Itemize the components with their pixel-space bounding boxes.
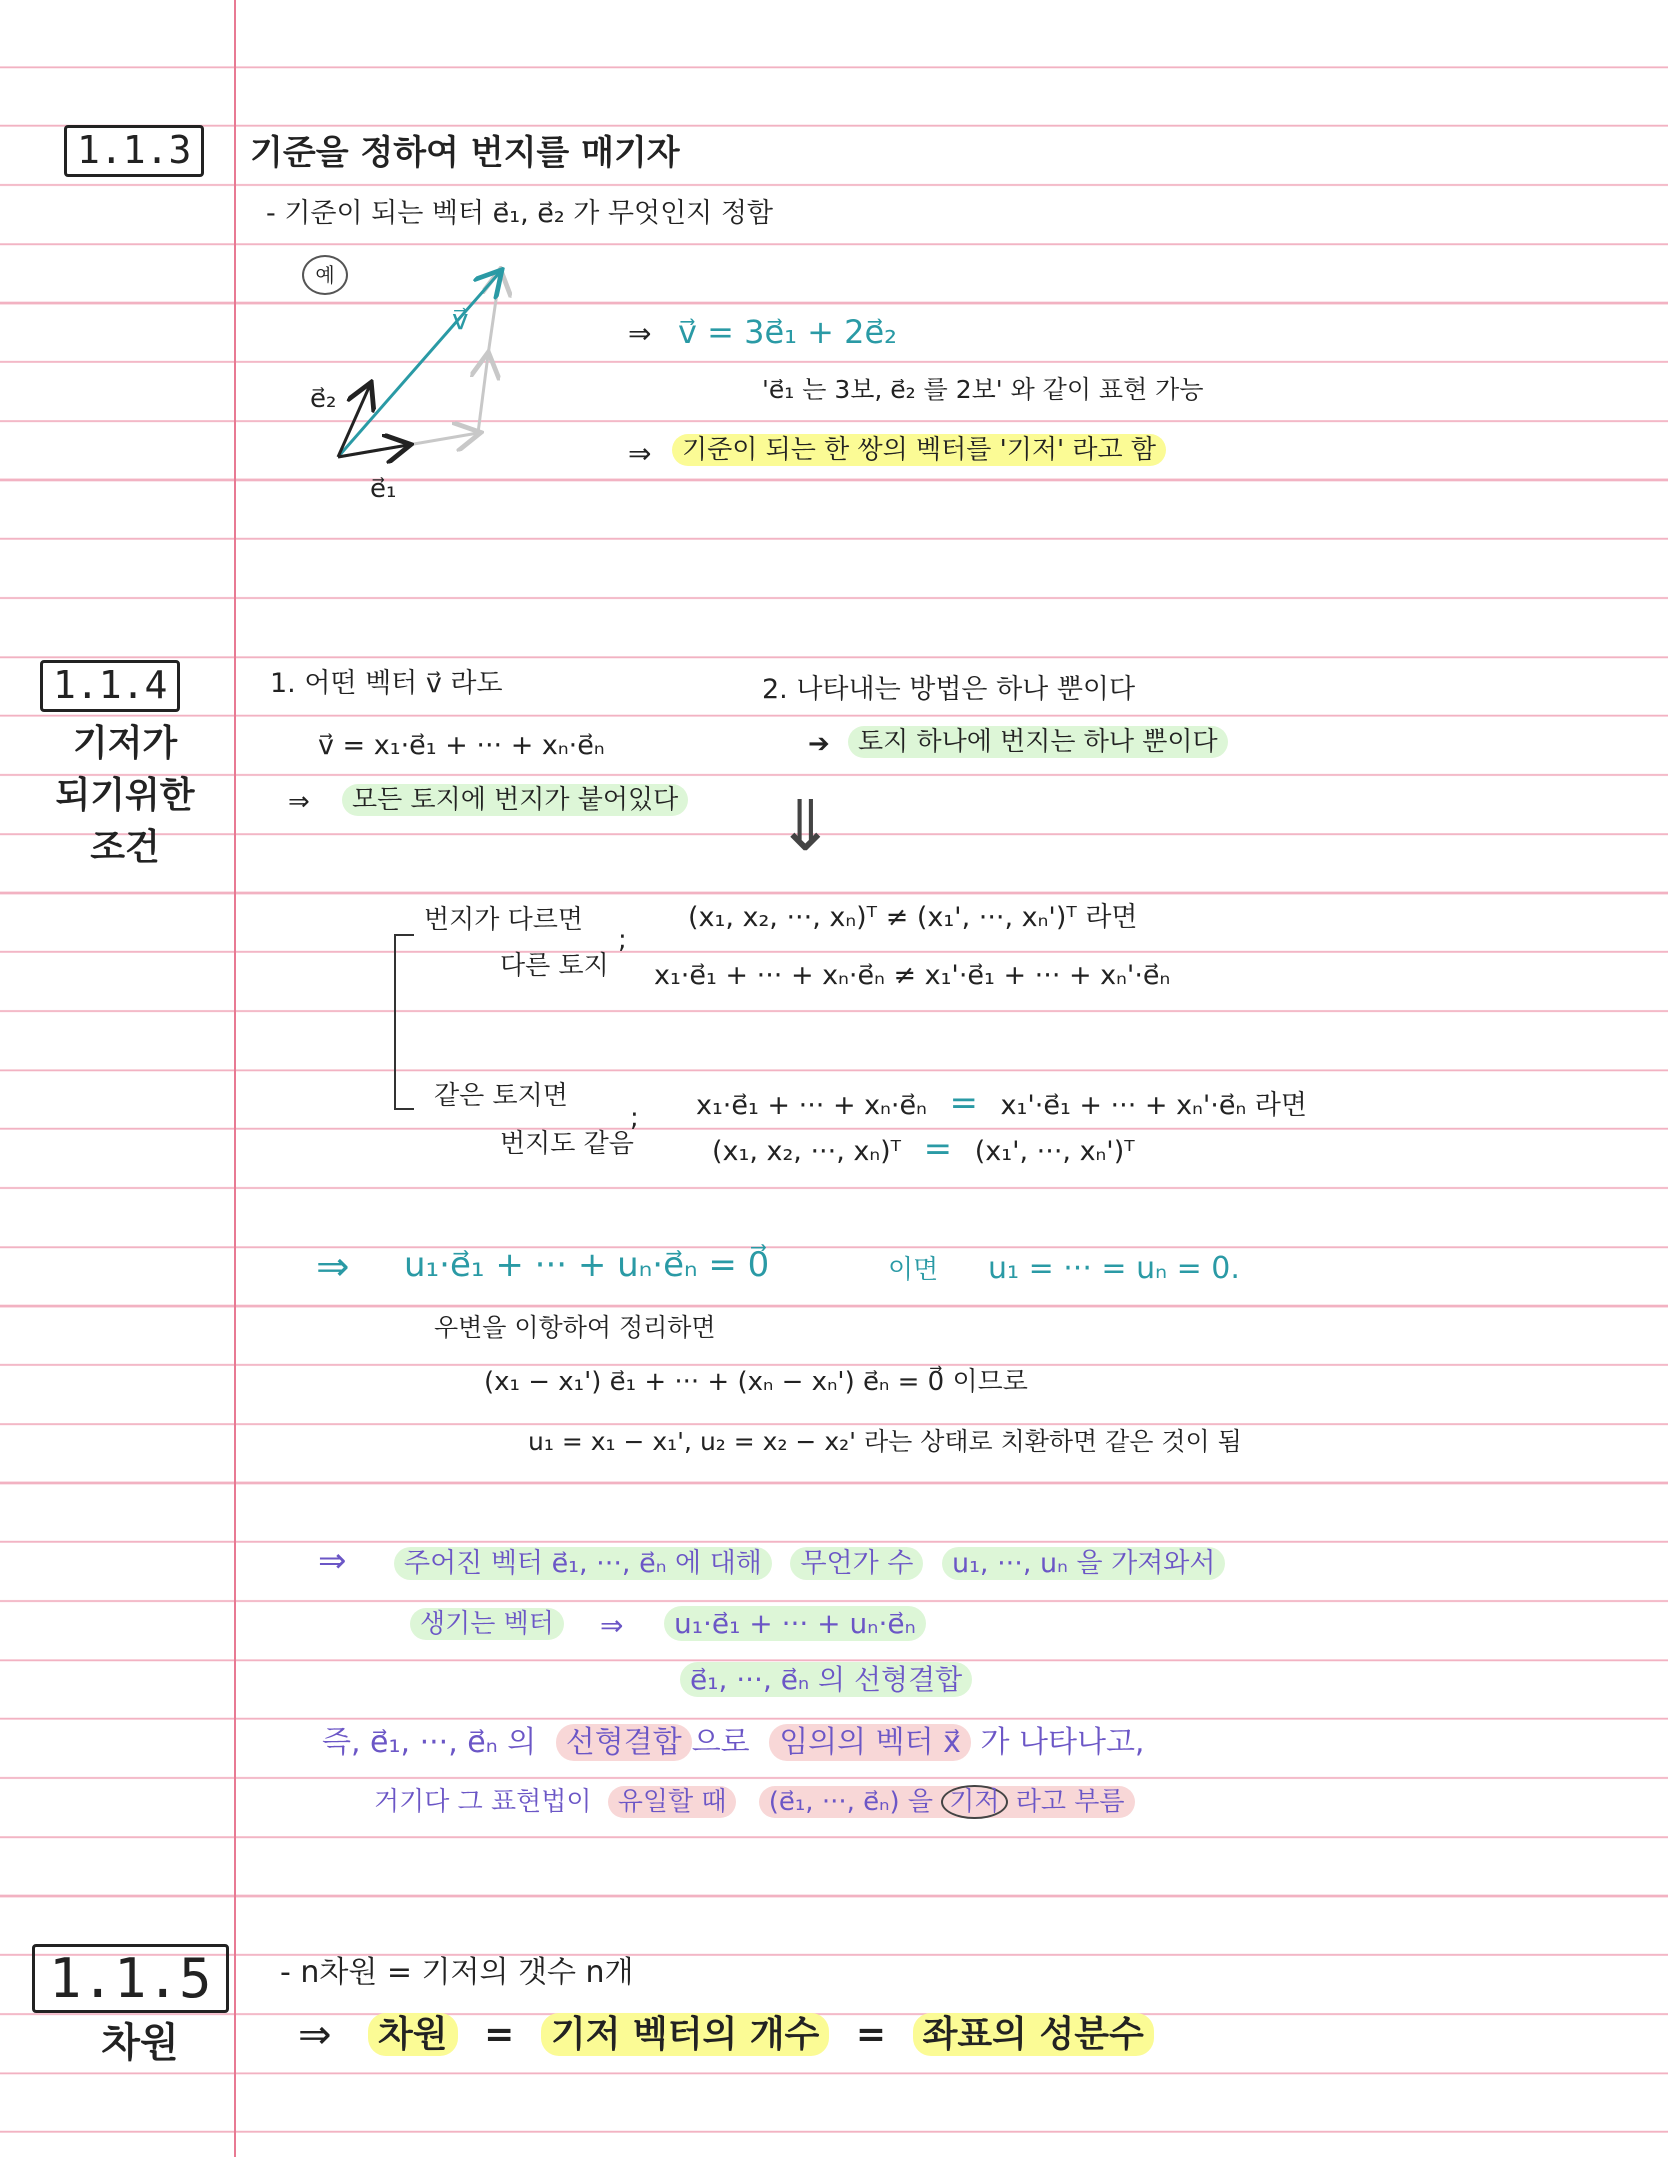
vector-decomposition-diagram bbox=[300, 255, 580, 515]
condition-1-equation: v⃗ = x₁·e⃗₁ + ··· + xₙ·e⃗ₙ bbox=[318, 730, 605, 761]
case-2-equation-1 bbox=[696, 1084, 1307, 1123]
condition-2-result bbox=[848, 728, 1228, 758]
summary-1-b: 선형결합 bbox=[556, 1724, 692, 1761]
margin-line bbox=[234, 0, 236, 2157]
helper-vector-2 bbox=[408, 433, 478, 445]
lc-line-2-a-text: 생기는 벡터 bbox=[410, 1608, 564, 1640]
side-label-line-1: 기저가 bbox=[72, 723, 178, 764]
cases-bracket bbox=[394, 934, 414, 1110]
side-label-line-2: 되기위한 bbox=[55, 775, 195, 817]
eq-arrow: ⇒ bbox=[628, 317, 652, 350]
section-number-1-1-4: 1.1.4 bbox=[40, 660, 180, 712]
case-1-label-2: 다른 토지 bbox=[500, 951, 609, 981]
proof-step-3: u₁ = x₁ − x₁', u₂ = x₂ − x₂' 라는 상태로 치환하면 같은 것이 됨 bbox=[528, 1427, 1242, 1456]
basis-conclusion-text: 기준이 되는 한 쌍의 벡터를 '기저' 라고 함 bbox=[672, 434, 1166, 466]
case-2-equation-2 bbox=[712, 1130, 1135, 1169]
case-2-semicolon: ; bbox=[630, 1103, 639, 1133]
diagram-label-v: v⃗ bbox=[452, 303, 469, 336]
key-arrow: ⇒ bbox=[316, 1244, 350, 1290]
section-title-1-1-3: 기준을 정하여 번지를 매기자 bbox=[250, 133, 680, 173]
diagram-label-e1: e⃗₁ bbox=[370, 474, 397, 504]
lc-line-2-b bbox=[664, 1608, 926, 1640]
section-number-1-1-3: 1.1.3 bbox=[64, 125, 204, 177]
case-1-label: 번지가 다르면 bbox=[424, 905, 583, 935]
vector-equation bbox=[678, 314, 897, 351]
case-2-eq1-sign: = bbox=[949, 1083, 978, 1123]
condition-1-result bbox=[342, 786, 688, 816]
lc-line-3-text: e⃗₁, ···, e⃗ₙ 의 선형결합 bbox=[680, 1662, 972, 1697]
case-2-eq1-left: x₁·e⃗₁ + ··· + xₙ·e⃗ₙ bbox=[696, 1090, 927, 1121]
linear-combination-line-1 bbox=[394, 1548, 1225, 1579]
lc-line-2-arrow: ⇒ bbox=[600, 1609, 624, 1642]
case-1-equation-2: x₁·e⃗₁ + ··· + xₙ·e⃗ₙ ≠ x₁'·e⃗₁ + ··· + xₙ'·e⃗ₙ bbox=[654, 960, 1171, 991]
dimension-eq-2: = bbox=[855, 2014, 887, 2055]
summary-1-d: 임의의 벡터 x⃗ bbox=[769, 1724, 971, 1761]
side-label-line-3: 조건 bbox=[90, 827, 160, 869]
summary-1-c: 으로 bbox=[691, 1725, 750, 1760]
section-side-label-1-1-5: 차원 bbox=[101, 2020, 179, 2066]
dimension-definition: - n차원 = 기저의 갯수 n개 bbox=[280, 1955, 634, 1990]
summary-1-a: 즉, e⃗₁, ···, e⃗ₙ 의 bbox=[322, 1725, 537, 1760]
proof-step-1: 우변을 이항하여 정리하면 bbox=[434, 1313, 716, 1342]
summary-1-e: 가 나타나고, bbox=[980, 1725, 1145, 1760]
condition-1-result-text: 모든 토지에 번지가 붙어있다 bbox=[342, 784, 688, 816]
summary-line-2 bbox=[374, 1788, 1135, 1818]
summary-2-e: 라고 부름 bbox=[1015, 1787, 1125, 1817]
helper-vector-3 bbox=[478, 355, 488, 433]
basis-vector-e2 bbox=[338, 385, 370, 457]
summary-2-a: 거기다 그 표현법이 bbox=[374, 1787, 592, 1817]
proof-step-2: (x₁ − x₁') e⃗₁ + ··· + (xₙ − xₙ') e⃗ₙ = 0⃗ 이므로 bbox=[484, 1367, 1028, 1397]
dimension-arrow: ⇒ bbox=[298, 2012, 332, 2058]
case-2-eq2-sign: = bbox=[923, 1129, 953, 1169]
lc-line-1-b: 무언가 수 bbox=[790, 1547, 923, 1580]
condition-1: 1. 어떤 벡터 v⃗ 라도 bbox=[270, 668, 503, 699]
case-1-semicolon: ; bbox=[618, 925, 627, 955]
lc-line-3 bbox=[680, 1664, 972, 1696]
case-2-eq2-left: (x₁, x₂, ···, xₙ)ᵀ bbox=[712, 1136, 902, 1167]
case-2-label: 같은 토지면 bbox=[434, 1081, 568, 1111]
condition-1-arrow: ⇒ bbox=[288, 787, 310, 817]
summary-2-c-text: (e⃗₁, ···, e⃗ₙ) 을 bbox=[768, 1787, 934, 1817]
case-2-eq1-right: x₁'·e⃗₁ + ··· + xₙ'·e⃗ₙ 라면 bbox=[1000, 1090, 1307, 1121]
lc-line-1-a: 주어진 벡터 e⃗₁, ···, e⃗ₙ 에 대해 bbox=[394, 1547, 772, 1580]
condition-2-arrow: ➔ bbox=[808, 729, 830, 759]
condition-2: 2. 나타내는 방법은 하나 뿐이다 bbox=[762, 674, 1136, 705]
summary-line-1 bbox=[322, 1726, 1144, 1761]
dimension-term-3: 좌표의 성분수 bbox=[913, 2013, 1154, 2056]
summary-2-d: 기저 bbox=[941, 1785, 1007, 1819]
section-side-label-1-1-4 bbox=[40, 718, 210, 875]
basis-definition-line: - 기준이 되는 벡터 e⃗₁, e⃗₂ 가 무엇인지 정함 bbox=[266, 198, 774, 229]
section-number-1-1-5: 1.1.5 bbox=[32, 1944, 229, 2013]
vector-v bbox=[338, 272, 500, 457]
dimension-equation bbox=[368, 2014, 1154, 2055]
lc-line-2-b-text: u₁·e⃗₁ + ··· + uₙ·e⃗ₙ bbox=[664, 1606, 926, 1641]
representation-note: 'e⃗₁ 는 3보, e⃗₂ 를 2보' 와 같이 표현 가능 bbox=[762, 375, 1204, 404]
lc-line-1-c: u₁, ···, uₙ 을 가져와서 bbox=[942, 1547, 1225, 1580]
summary-2-c bbox=[759, 1786, 1135, 1818]
case-1-equation-1: (x₁, x₂, ···, xₙ)ᵀ ≠ (x₁', ···, xₙ')ᵀ 라면 bbox=[688, 902, 1138, 933]
lc-line-2-a bbox=[410, 1610, 564, 1640]
key-equation: u₁·e⃗₁ + ··· + uₙ·e⃗ₙ = 0⃗ bbox=[404, 1245, 770, 1285]
vector-equation-text: v⃗ = 3e⃗₁ + 2e⃗₂ bbox=[678, 313, 897, 351]
conclusion-arrow: ⇒ bbox=[628, 437, 652, 470]
key-result: u₁ = ··· = uₙ = 0. bbox=[988, 1251, 1240, 1286]
linear-combination-arrow: ⇒ bbox=[318, 1541, 347, 1581]
example-mark: 예 bbox=[302, 255, 348, 295]
dimension-term-1: 차원 bbox=[368, 2013, 458, 2056]
case-2-label-2: 번지도 같음 bbox=[500, 1129, 634, 1159]
dimension-term-2: 기저 벡터의 개수 bbox=[541, 2013, 830, 2056]
dimension-eq-1: = bbox=[484, 2014, 515, 2055]
case-2-eq2-right: (x₁', ···, xₙ')ᵀ bbox=[974, 1136, 1135, 1167]
basis-conclusion bbox=[672, 436, 1166, 466]
summary-2-b: 유일할 때 bbox=[608, 1786, 737, 1818]
down-double-arrow: ⇓ bbox=[776, 785, 835, 867]
diagram-label-e2: e⃗₂ bbox=[310, 384, 337, 414]
condition-2-result-text: 토지 하나에 번지는 하나 뿐이다 bbox=[848, 726, 1228, 758]
key-if: 이면 bbox=[888, 1255, 939, 1285]
